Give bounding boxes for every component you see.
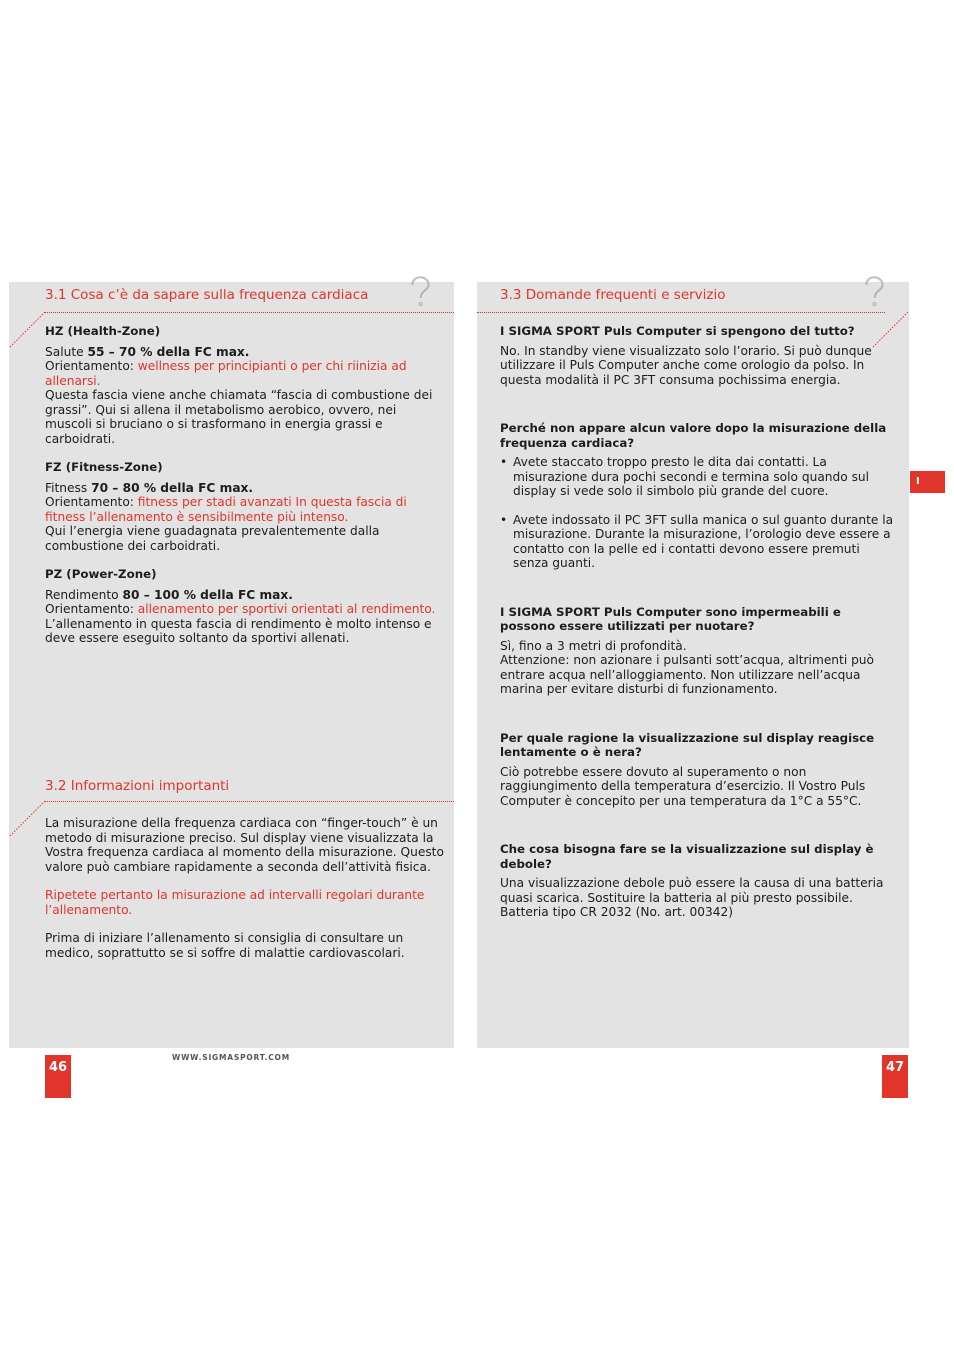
section-3-1-divider	[45, 312, 454, 313]
pz-orientation	[45, 602, 445, 617]
diagonal-divider-left-1	[9, 311, 47, 349]
info-paragraph-2: Ripetete pertanto la misurazione ad intervalli regolari durante l’allenamento.	[45, 888, 425, 917]
diagonal-divider-left-2	[9, 800, 47, 838]
faq-answer-4: Ciò potrebbe essere dovuto al superamento o non raggiungimento della temperatura d’esercizio. Il Vostro Puls Computer è concepito per una temperatura da 1°C a 55°C.	[500, 764, 866, 808]
section-3-2-body	[45, 816, 445, 960]
list-item	[500, 455, 895, 499]
page-number-left: 46	[45, 1055, 71, 1098]
hz-orientation	[45, 359, 445, 388]
hz-heading: HZ (Health-Zone)	[45, 324, 161, 338]
fz-orient-label: Orientamento:	[45, 495, 134, 509]
fz-description: Qui l’energia viene guadagnata prevalentemente dalla combustione dei carboidrati.	[45, 524, 380, 553]
hz-range: 55 – 70 % della FC max.	[87, 344, 250, 359]
pz-range: 80 – 100 % della FC max.	[122, 587, 293, 602]
hz-description: Questa fascia viene anche chiamata “fascia di combustione dei grassi”. Qui si allena il metabolismo aerobico, ovvero, nei muscoli si bruciano o si trasformano in energia grassi e carboidrati.	[45, 388, 433, 446]
faq-bullet-1: Avete staccato troppo presto le dita dai contatti. La misurazione dura pochi secondi e termina solo quando sul display si vede solo il simbolo più grande del cuore.	[513, 455, 870, 498]
faq-answer-5: Una visualizzazione debole può essere la causa di una batteria quasi scarica. Sostituire la batteria al più presto possibile. Batteria tipo CR 2032 (No. art. 00342)	[500, 876, 884, 919]
info-paragraph-3: Prima di iniziare l’allenamento si consiglia di consultare un medico, soprattutto se si soffre di malattie cardiovascolari.	[45, 931, 405, 960]
page-number-right: 47	[882, 1055, 908, 1098]
fz-label: Fitness	[45, 480, 88, 495]
section-3-3-body	[500, 324, 895, 920]
section-3-3-title: 3.3 Domande frequenti e servizio	[500, 287, 726, 303]
faq-answer-2-list	[500, 455, 895, 571]
faq-question-2: Perché non appare alcun valore dopo la misurazione della frequenza cardiaca?	[500, 421, 887, 450]
fz-orient-text: fitness per stadi avanzati In questa fascia di fitness l’allenamento è sensibilmente più intenso.	[45, 495, 407, 524]
section-3-1-body	[45, 324, 445, 646]
fz-range: 70 – 80 % della FC max.	[91, 480, 254, 495]
fz-heading: FZ (Fitness-Zone)	[45, 460, 163, 474]
hz-orient-label: Orientamento:	[45, 359, 134, 373]
pz-range-line	[45, 588, 445, 603]
faq-question-3: I SIGMA SPORT Puls Computer sono impermeabili e possono essere utilizzati per nuotare?	[500, 604, 841, 633]
section-3-2-title: 3.2 Informazioni importanti	[45, 778, 230, 794]
question-mark-icon	[408, 276, 432, 310]
pz-description: L’allenamento in questa fascia di rendimento è molto intenso e deve essere eseguito soltanto da sportivi allenati.	[45, 616, 432, 645]
faq-question-5: Che cosa bisogna fare se la visualizzazione sul display è debole?	[500, 842, 874, 871]
faq-answer-3a: Sì, fino a 3 metri di profondità.	[500, 638, 687, 653]
section-3-3-divider	[477, 312, 885, 313]
faq-question-1: I SIGMA SPORT Puls Computer si spengono del tutto?	[500, 324, 855, 338]
website-url: WWW.SIGMASPORT.COM	[172, 1053, 290, 1062]
info-paragraph-1: La misurazione della frequenza cardiaca con “finger-touch” è un metodo di misurazione preciso. Sul display viene visualizzata la Vostra frequenza cardiaca al momento della misurazione. Questo valore può cambiare rapidamente a seconda dell’attività fisica.	[45, 816, 444, 874]
section-3-1-title: 3.1 Cosa c’è da sapare sulla frequenza cardiaca	[45, 287, 369, 303]
section-3-2-divider	[45, 801, 454, 802]
pz-orient-text: allenamento per sportivi orientati al rendimento.	[137, 602, 436, 616]
pz-heading: PZ (Power-Zone)	[45, 567, 157, 581]
bullet-icon: •	[500, 512, 508, 527]
faq-answer-3b: Attenzione: non azionare i pulsanti sott’acqua, altrimenti può entrare acqua nell’alloggiamento. Non utilizzare nell’acqua marina per evitare disturbi di funzionamento.	[500, 653, 874, 696]
pz-orient-label: Orientamento:	[45, 602, 134, 616]
hz-range-line	[45, 345, 445, 360]
faq-question-4: Per quale ragione la visualizzazione sul display reagisce lentamente o è nera?	[500, 730, 875, 759]
faq-bullet-2: Avete indossato il PC 3FT sulla manica o sul guanto durante la misurazione. Durante la misurazione, l’orologio deve essere a contatto con la pelle ed i contatti devono essere premuti senza guanti.	[513, 512, 894, 570]
language-tab: I	[910, 471, 945, 493]
bullet-icon: •	[500, 455, 508, 469]
list-item	[500, 513, 895, 571]
fz-range-line	[45, 481, 445, 496]
question-mark-icon	[862, 276, 886, 310]
hz-label: Salute	[45, 344, 84, 359]
pz-label: Rendimento	[45, 587, 119, 602]
faq-answer-1: No. In standby viene visualizzato solo l’orario. Si può dunque utilizzare il Puls Computer anche come orologio da polso. In questa modalità il PC 3FT consuma pochissima energia.	[500, 343, 872, 387]
fz-orientation	[45, 495, 445, 524]
hz-orient-text: wellness per principianti o per chi riinizia ad allenarsi.	[45, 359, 407, 388]
